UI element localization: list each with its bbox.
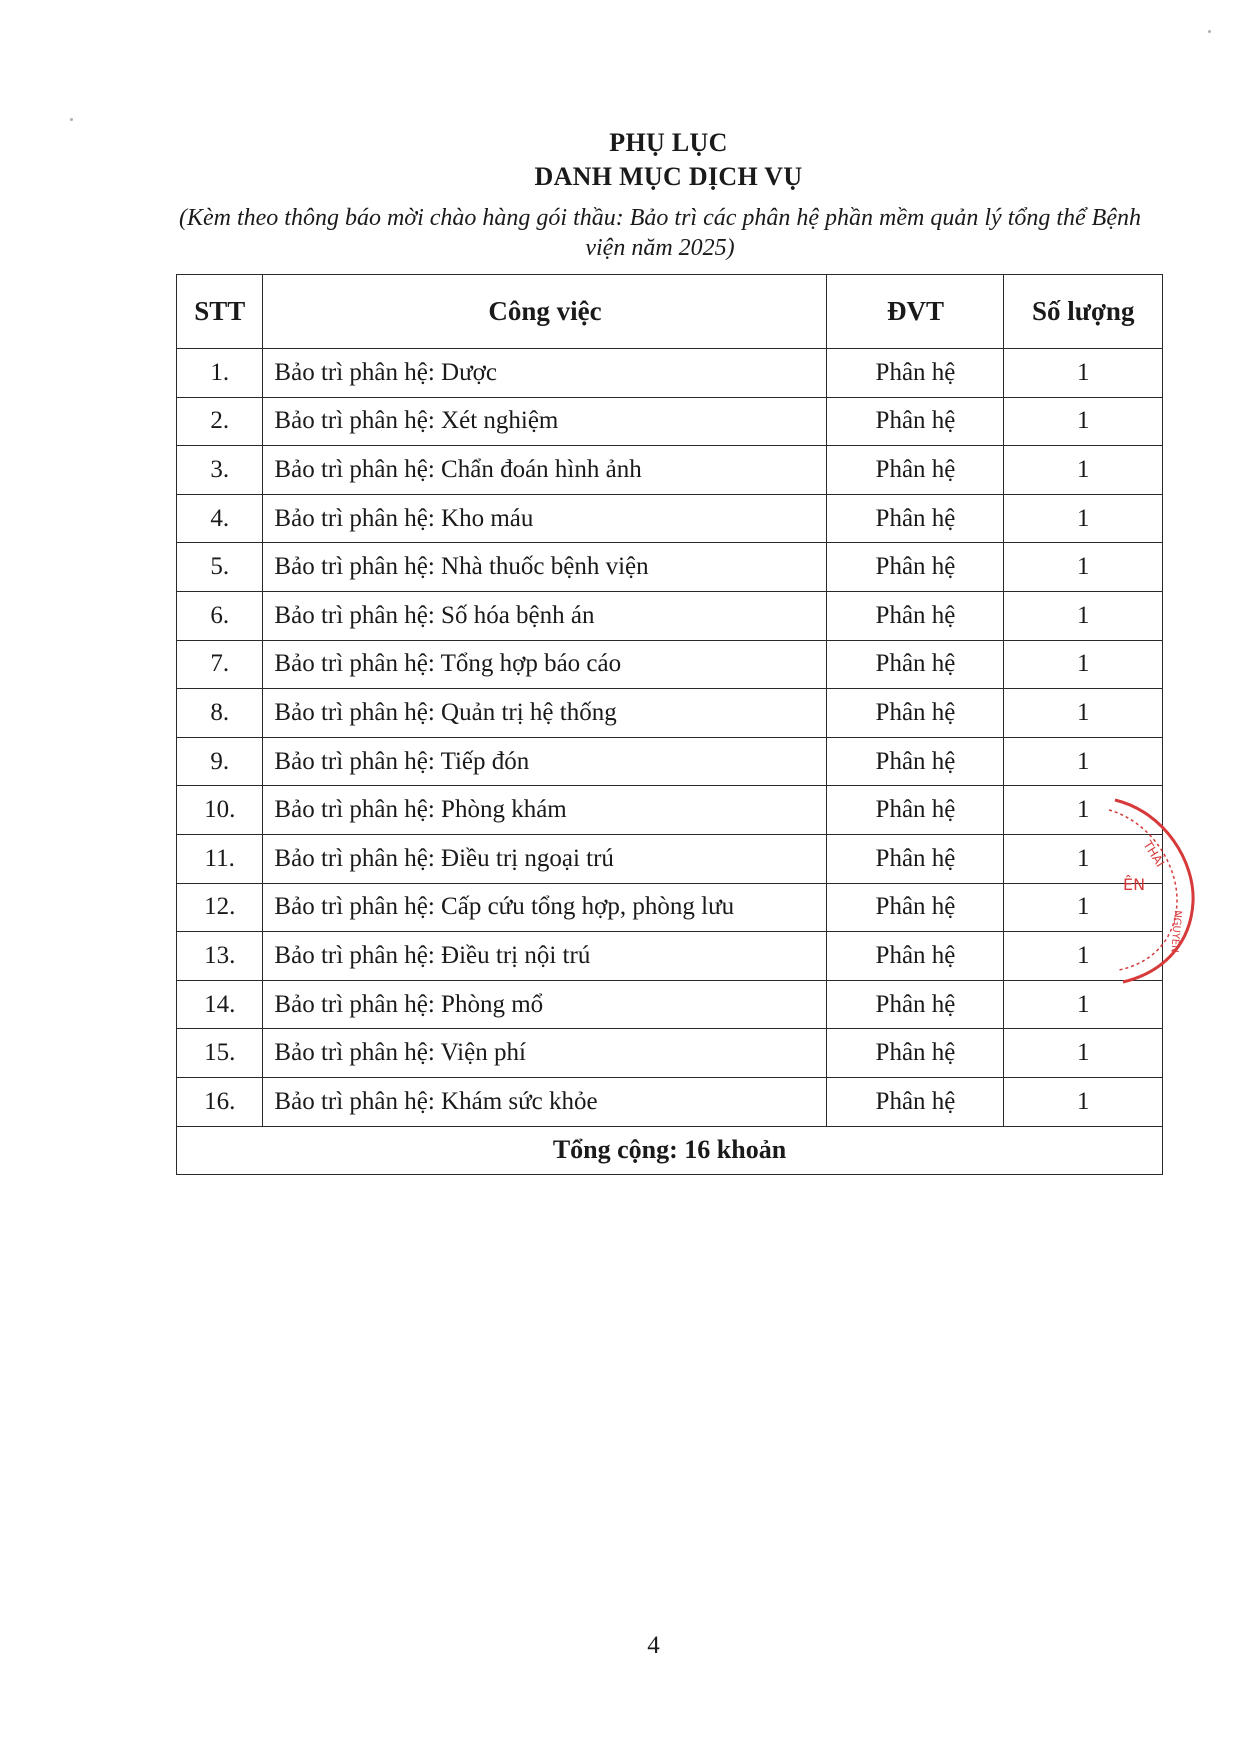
row-task: Bảo trì phân hệ: Tiếp đón [263, 737, 827, 786]
row-unit: Phân hệ [827, 397, 1004, 446]
row-unit: Phân hệ [827, 543, 1004, 592]
row-stt: 9. [177, 737, 263, 786]
row-unit: Phân hệ [827, 737, 1004, 786]
row-stt: 16. [177, 1077, 263, 1126]
row-stt: 4. [177, 494, 263, 543]
page-number: 4 [647, 1632, 660, 1659]
row-task: Bảo trì phân hệ: Xét nghiệm [263, 397, 827, 446]
row-task: Bảo trì phân hệ: Cấp cứu tổng hợp, phòng lưu [263, 883, 827, 932]
table-row [177, 543, 1163, 592]
stamp-text: ÊN [1123, 875, 1146, 894]
row-stt: 7. [177, 640, 263, 689]
title-service-list: DANH MỤC DỊCH VỤ [534, 162, 803, 191]
table-row [177, 980, 1163, 1029]
row-task: Bảo trì phân hệ: Dược [263, 349, 827, 398]
total-row [177, 1126, 1163, 1174]
table-row [177, 591, 1163, 640]
row-unit: Phân hệ [827, 786, 1004, 835]
table-row [177, 689, 1163, 738]
row-task: Bảo trì phân hệ: Tổng hợp báo cáo [263, 640, 827, 689]
row-stt: 12. [177, 883, 263, 932]
row-qty: 1 [1004, 397, 1163, 446]
row-qty: 1 [1004, 737, 1163, 786]
row-unit: Phân hệ [827, 883, 1004, 932]
row-task: Bảo trì phân hệ: Khám sức khỏe [263, 1077, 827, 1126]
row-task: Bảo trì phân hệ: Phòng mổ [263, 980, 827, 1029]
row-stt: 2. [177, 397, 263, 446]
row-qty: 1 [1004, 446, 1163, 495]
table-row [177, 883, 1163, 932]
row-task: Bảo trì phân hệ: Viện phí [263, 1029, 827, 1078]
subtitle-note: (Kèm theo thông báo mời chào hàng gói thầu: Bảo trì các phân hệ phần mềm quản lý tổng thể Bệnh viện năm 2025) [179, 205, 1141, 261]
table-row [177, 834, 1163, 883]
row-stt: 6. [177, 591, 263, 640]
row-qty: 1 [1004, 591, 1163, 640]
table-header-row [177, 275, 1163, 349]
row-unit: Phân hệ [827, 1029, 1004, 1078]
row-task: Bảo trì phân hệ: Chẩn đoán hình ảnh [263, 446, 827, 495]
row-task: Bảo trì phân hệ: Quản trị hệ thống [263, 689, 827, 738]
row-task: Bảo trì phân hệ: Kho máu [263, 494, 827, 543]
row-stt: 13. [177, 932, 263, 981]
row-qty: 1 [1004, 980, 1163, 1029]
header-unit: ĐVT [827, 275, 1004, 349]
row-qty: 1 [1004, 349, 1163, 398]
row-task: Bảo trì phân hệ: Điều trị nội trú [263, 932, 827, 981]
row-unit: Phân hệ [827, 591, 1004, 640]
row-unit: Phân hệ [827, 640, 1004, 689]
row-qty: 1 [1004, 543, 1163, 592]
row-qty: 1 [1004, 1077, 1163, 1126]
stamp-text: THÁI [1140, 838, 1168, 870]
table-row [177, 737, 1163, 786]
row-stt: 1. [177, 349, 263, 398]
total-cell: Tổng cộng: 16 khoản [177, 1126, 1163, 1174]
header-task: Công việc [263, 275, 827, 349]
row-qty: 1 [1004, 834, 1163, 883]
title-appendix: PHỤ LỤC [609, 128, 728, 157]
table-row [177, 1029, 1163, 1078]
row-unit: Phân hệ [827, 932, 1004, 981]
row-stt: 5. [177, 543, 263, 592]
row-stt: 15. [177, 1029, 263, 1078]
row-unit: Phân hệ [827, 494, 1004, 543]
stamp-text: NGUYÊN [1168, 909, 1183, 954]
header-qty: Số lượng [1004, 275, 1163, 349]
row-stt: 10. [177, 786, 263, 835]
row-unit: Phân hệ [827, 834, 1004, 883]
row-stt: 14. [177, 980, 263, 1029]
row-task: Bảo trì phân hệ: Số hóa bệnh án [263, 591, 827, 640]
row-unit: Phân hệ [827, 446, 1004, 495]
scan-speck [70, 118, 73, 121]
header-stt: STT [177, 275, 263, 349]
row-unit: Phân hệ [827, 1077, 1004, 1126]
scan-speck [1208, 30, 1211, 33]
row-unit: Phân hệ [827, 980, 1004, 1029]
row-stt: 3. [177, 446, 263, 495]
row-unit: Phân hệ [827, 689, 1004, 738]
row-task: Bảo trì phân hệ: Phòng khám [263, 786, 827, 835]
row-task: Bảo trì phân hệ: Nhà thuốc bệnh viện [263, 543, 827, 592]
table-row [177, 349, 1163, 398]
table-row [177, 494, 1163, 543]
table-row [177, 1077, 1163, 1126]
row-qty: 1 [1004, 883, 1163, 932]
row-qty: 1 [1004, 786, 1163, 835]
table-row [177, 932, 1163, 981]
row-qty: 1 [1004, 932, 1163, 981]
row-qty: 1 [1004, 1029, 1163, 1078]
row-qty: 1 [1004, 689, 1163, 738]
row-qty: 1 [1004, 640, 1163, 689]
row-qty: 1 [1004, 494, 1163, 543]
table-row [177, 786, 1163, 835]
service-table [176, 274, 1163, 1175]
row-stt: 11. [177, 834, 263, 883]
table-row [177, 397, 1163, 446]
table-row [177, 446, 1163, 495]
row-task: Bảo trì phân hệ: Điều trị ngoại trú [263, 834, 827, 883]
row-unit: Phân hệ [827, 349, 1004, 398]
row-stt: 8. [177, 689, 263, 738]
table-row [177, 640, 1163, 689]
